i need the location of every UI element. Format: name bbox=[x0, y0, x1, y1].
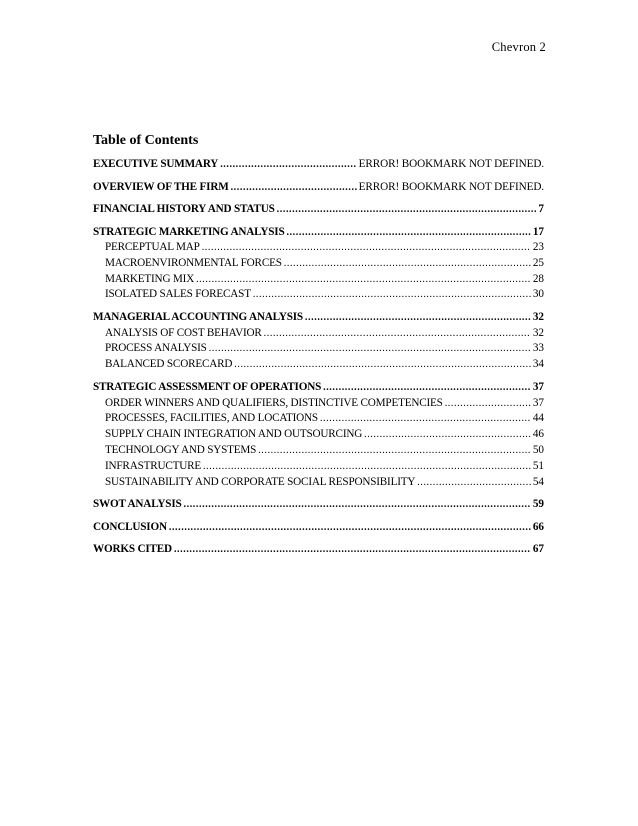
toc-subentry-processes-facilities[interactable] bbox=[93, 411, 544, 427]
toc-entry-conclusion[interactable] bbox=[93, 520, 544, 536]
toc-entry-label: PROCESS ANALYSIS bbox=[105, 342, 207, 355]
toc-entry-strategic-operations[interactable] bbox=[93, 380, 544, 396]
toc-entry-label: PERCEPTUAL MAP bbox=[105, 241, 200, 253]
dot-leader bbox=[234, 357, 531, 373]
dot-leader bbox=[184, 497, 531, 513]
toc-entry-label: SWOT ANALYSIS bbox=[93, 498, 182, 511]
table-of-contents bbox=[93, 157, 544, 558]
toc-subentry-infrastructure[interactable] bbox=[93, 459, 544, 475]
toc-entry-label: BALANCED SCORECARD bbox=[105, 358, 233, 371]
toc-entry-overview[interactable] bbox=[93, 180, 544, 196]
toc-entry-page: 32 bbox=[532, 311, 544, 324]
toc-entry-label: OVERVIEW OF THE FIRM bbox=[93, 180, 229, 193]
toc-entry-page: 33 bbox=[532, 342, 544, 355]
dot-leader bbox=[417, 475, 531, 491]
toc-entry-financial-history[interactable] bbox=[93, 202, 544, 218]
toc-entry-page: 28 bbox=[532, 272, 544, 285]
toc-entry-page: 25 bbox=[532, 256, 544, 269]
toc-subentry-process-analysis[interactable] bbox=[93, 341, 544, 357]
toc-entry-label: MARKETING MIX bbox=[105, 272, 195, 285]
dot-leader bbox=[253, 287, 531, 303]
toc-entry-label: SUPPLY CHAIN INTEGRATION AND OUTSOURCING bbox=[105, 428, 363, 441]
toc-entry-label: CONCLUSION bbox=[93, 520, 167, 533]
toc-entry-page: 59 bbox=[532, 498, 544, 511]
toc-entry-page: 46 bbox=[532, 428, 544, 441]
toc-subentry-supply-chain[interactable] bbox=[93, 427, 544, 443]
toc-entry-page: 37 bbox=[532, 381, 544, 394]
dot-leader bbox=[174, 542, 531, 558]
toc-entry-label: ANALYSIS OF COST BEHAVIOR bbox=[105, 326, 262, 339]
toc-subentry-order-winners[interactable] bbox=[93, 396, 544, 412]
toc-entry-page: 44 bbox=[532, 412, 544, 425]
dot-leader bbox=[264, 326, 531, 342]
toc-entry-label: SUSTAINABILITY AND CORPORATE SOCIAL RESPONSIBILITY bbox=[105, 475, 416, 488]
dot-leader bbox=[364, 427, 531, 443]
toc-subentry-balanced-scorecard[interactable] bbox=[93, 357, 544, 373]
dot-leader bbox=[169, 520, 531, 536]
toc-subentry-perceptual-map[interactable] bbox=[93, 240, 544, 256]
toc-entry-label: FINANCIAL HISTORY AND STATUS bbox=[93, 203, 275, 215]
toc-entry-page: 23 bbox=[532, 241, 544, 253]
toc-entry-page: 37 bbox=[532, 396, 544, 409]
dot-leader bbox=[320, 411, 531, 427]
toc-entry-label: STRATEGIC ASSESSMENT OF OPERATIONS bbox=[93, 381, 322, 394]
toc-entry-executive-summary[interactable] bbox=[93, 157, 544, 173]
toc-entry-swot[interactable] bbox=[93, 497, 544, 513]
toc-title: Table of Contents bbox=[93, 133, 199, 148]
toc-entry-page: 17 bbox=[532, 225, 544, 238]
toc-entry-page: 50 bbox=[532, 443, 544, 456]
running-header: Chevron 2 bbox=[491, 40, 546, 54]
toc-entry-managerial-accounting[interactable] bbox=[93, 310, 544, 326]
toc-entry-label: MANAGERIAL ACCOUNTING ANALYSIS bbox=[93, 311, 303, 324]
dot-leader bbox=[209, 341, 531, 357]
toc-entry-page: 67 bbox=[532, 543, 544, 556]
toc-entry-works-cited[interactable] bbox=[93, 542, 544, 558]
toc-entry-label: ORDER WINNERS AND QUALIFIERS, DISTINCTIVE COMPETENCIES bbox=[105, 396, 443, 409]
dot-leader bbox=[286, 225, 530, 241]
toc-entry-page: 54 bbox=[532, 475, 544, 488]
toc-entry-label: EXECUTIVE SUMMARY bbox=[93, 158, 219, 170]
toc-subentry-technology[interactable] bbox=[93, 443, 544, 459]
dot-leader bbox=[323, 380, 531, 396]
toc-entry-label: MACROENVIRONMENTAL FORCES bbox=[105, 256, 282, 269]
toc-entry-label: STRATEGIC MARKETING ANALYSIS bbox=[93, 225, 285, 238]
toc-entry-page: ERROR! BOOKMARK NOT DEFINED. bbox=[358, 180, 544, 193]
dot-leader bbox=[305, 310, 531, 326]
dot-leader bbox=[196, 272, 531, 288]
dot-leader bbox=[202, 240, 531, 256]
toc-entry-label: TECHNOLOGY AND SYSTEMS bbox=[105, 443, 257, 456]
toc-subentry-sustainability[interactable] bbox=[93, 475, 544, 491]
dot-leader bbox=[231, 180, 357, 196]
dot-leader bbox=[445, 396, 531, 412]
toc-entry-page: 51 bbox=[532, 459, 544, 472]
toc-entry-page: ERROR! BOOKMARK NOT DEFINED. bbox=[358, 158, 544, 170]
toc-entry-page: 30 bbox=[532, 288, 544, 301]
toc-entry-label: ISOLATED SALES FORECAST bbox=[105, 288, 251, 301]
dot-leader bbox=[258, 443, 531, 459]
toc-entry-page: 32 bbox=[532, 326, 544, 339]
toc-entry-label: PROCESSES, FACILITIES, AND LOCATIONS bbox=[105, 412, 318, 425]
dot-leader bbox=[203, 459, 531, 475]
toc-entry-page: 66 bbox=[532, 520, 544, 533]
dot-leader bbox=[220, 157, 356, 173]
toc-subentry-sales-forecast[interactable] bbox=[93, 287, 544, 303]
toc-entry-page: 7 bbox=[538, 203, 544, 215]
toc-subentry-cost-behavior[interactable] bbox=[93, 326, 544, 342]
toc-entry-page: 34 bbox=[532, 358, 544, 371]
toc-subentry-marketing-mix[interactable] bbox=[93, 272, 544, 288]
toc-subentry-macroenvironmental[interactable] bbox=[93, 256, 544, 272]
toc-entry-strategic-marketing[interactable] bbox=[93, 225, 544, 241]
toc-entry-label: INFRASTRUCTURE bbox=[105, 459, 202, 472]
dot-leader bbox=[277, 202, 537, 218]
dot-leader bbox=[284, 256, 531, 272]
toc-entry-label: WORKS CITED bbox=[93, 543, 172, 556]
